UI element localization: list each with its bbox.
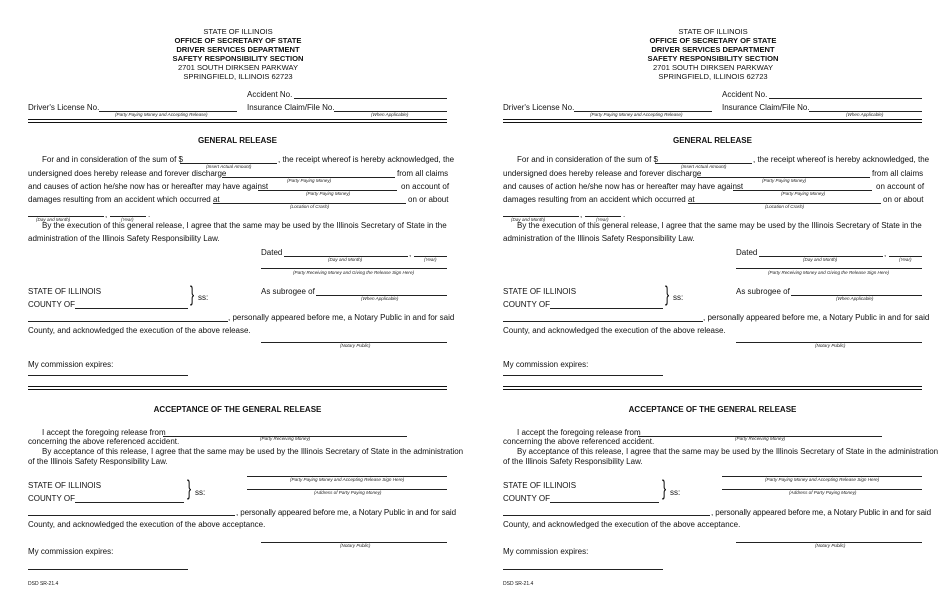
header-section: SAFETY RESPONSIBILITY SECTION [647, 54, 779, 63]
notary-caption: (Notary Public) [815, 343, 846, 348]
release-line1-end: , the receipt whereof is hereby acknowledged, the [753, 155, 930, 164]
against-party-caption: (Party Paying Money) [781, 191, 826, 196]
acceptance-title: ACCEPTANCE OF THE GENERAL RELEASE [628, 405, 797, 414]
accept-line3: By acceptance of this release, I agree that the same may be used by the Illinois Secretary of State in the administration [517, 447, 939, 456]
crash-location-caption: (Location of Crash) [765, 204, 805, 209]
insurance-claim-caption: (When Applicable) [846, 112, 884, 117]
discharge-party-caption: (Party Paying Money) [762, 178, 807, 183]
header-section: SAFETY RESPONSIBILITY SECTION [172, 54, 304, 63]
accept-state-label: STATE OF ILLINOIS [28, 481, 102, 490]
notary-county-label: COUNTY OF [503, 300, 550, 309]
accept-commission-field[interactable] [28, 569, 188, 570]
acknowledged-text: County, and acknowledged the execution of the above release. [503, 326, 726, 335]
acceptance-divider [503, 386, 922, 390]
release-line2-end: from all claims [872, 169, 924, 178]
accident-no-label: Accident No. [247, 90, 293, 99]
accept-acknowledged-text: County, and acknowledged the execution of the above acceptance. [28, 520, 266, 529]
accident-no-label: Accident No. [722, 90, 768, 99]
acknowledged-text: County, and acknowledged the execution of the above release. [28, 326, 251, 335]
release-signature-caption: (Party Receiving Money and Giving the Release Sign Here) [293, 270, 415, 275]
accept-commission-field[interactable] [503, 569, 663, 570]
crash-year-caption: (Year) [121, 217, 134, 222]
release-line3-text: and causes of action he/she now has or hereafter may have against [28, 182, 269, 191]
accept-ss-label: ss: [195, 488, 206, 497]
release-line1-text: For and in consideration of the sum of $ [517, 155, 658, 164]
accept-appeared-text: , personally appeared before me, a Notary Public in and for said [711, 508, 931, 517]
accept-county-label: COUNTY OF [28, 494, 75, 503]
insurance-claim-caption: (When Applicable) [371, 112, 409, 117]
crash-day-caption: (Day and Month) [36, 217, 71, 222]
ss-label: ss: [673, 293, 684, 302]
notary-state-label: STATE OF ILLINOIS [503, 287, 577, 296]
amount-caption: (Insert Actual Amount) [681, 164, 727, 169]
header-office: OFFICE OF SECRETARY OF STATE [649, 36, 777, 45]
header-department: DRIVER SERVICES DEPARTMENT [176, 45, 300, 54]
header-department: DRIVER SERVICES DEPARTMENT [651, 45, 775, 54]
release-signature-field[interactable] [736, 268, 922, 269]
brace-icon: } [187, 477, 192, 500]
accept-county-field[interactable] [550, 502, 659, 503]
dated-year-caption: (Year) [424, 257, 437, 262]
accident-no-field[interactable] [294, 98, 447, 99]
accept-line1: I accept the foregoing release from [42, 428, 166, 437]
against-party-caption: (Party Paying Money) [306, 191, 351, 196]
appeared-text: , personally appeared before me, a Notary Public in and for said [703, 313, 930, 322]
accept-ss-label: ss: [670, 488, 681, 497]
header-address-line1: 2701 SOUTH DIRKSEN PARKWAY [177, 63, 299, 72]
release-line2-text: undersigned does hereby release and forever discharge [503, 169, 702, 178]
release-para2-line2: administration of the Illinois Safety Responsibility Law. [503, 234, 695, 243]
release-line1-text: For and in consideration of the sum of $ [42, 155, 183, 164]
notary-county-field[interactable] [75, 308, 188, 309]
header-address-line2: SPRINGFIELD, ILLINOIS 62723 [183, 72, 293, 81]
insurance-claim-label: Insurance Claim/File No. [722, 103, 810, 112]
dated-label: Dated [736, 248, 758, 257]
accept-line4: of the Illinois Safety Responsibility Law. [503, 457, 643, 466]
insurance-claim-label: Insurance Claim/File No. [247, 103, 335, 112]
notary-caption: (Notary Public) [340, 343, 371, 348]
commission-label: My commission expires: [28, 360, 114, 369]
release-line2-end: from all claims [397, 169, 449, 178]
dated-day-caption: (Day and Month) [328, 257, 363, 262]
drivers-license-caption: (Party Paying Money and Accepting Release) [590, 112, 683, 117]
accept-commission-label: My commission expires: [503, 547, 589, 556]
accept-commission-label: My commission expires: [28, 547, 114, 556]
dated-year-caption: (Year) [899, 257, 912, 262]
header-office: OFFICE OF SECRETARY OF STATE [174, 36, 302, 45]
accept-line2: concerning the above referenced accident. [503, 437, 655, 446]
drivers-license-caption: (Party Paying Money and Accepting Release) [115, 112, 208, 117]
accept-line2: concerning the above referenced accident. [28, 437, 180, 446]
drivers-license-label: Driver's License No. [28, 103, 100, 112]
accept-acknowledged-text: County, and acknowledged the execution of the above acceptance. [503, 520, 741, 529]
accept-notary-caption: (Notary Public) [815, 543, 846, 548]
release-form-copy-1: STATE OF ILLINOIS OFFICE OF SECRETARY OF STATE DRIVER SERVICES DEPARTMENT SAFETY RESPONSIBILITY SECTION 2701 SOUTH DIRKSEN PARKWAY SPRINGFIELD, ILLINOIS 62723 Accident No. Driver's License No. (Party Paying Money and Accepting Release) Insurance Claim/File No. (When Applicable) GENERAL RELEASE For and in consideration of the sum of $ (Insert Actual Amount) , the receipt whereof is hereby acknowledged, the undersigned does hereby release and forever discharge (Party Paying Money) from all claims and causes of action he/she now has or hereafter may have against (Party Paying Money) on account of damages resulting from an accident which occurred at (Location of Crash) on or about , . (Day and Month) (Year) By the execution of this general release, I agree that the same may be used by the Illinois Secretary of State in the administration of the Illinois Safety Responsibility Law. Dated , (Day and Month) (Year) (Party Receiving Money and Giving the Release Sign Here) STATE OF ILLINOIS COUNTY OF } ss: As subrogee of (When Applicable) , personally appeared before me, a Notary Public in and for said County, and acknowledged the execution of the above release. (Notary Public) My commission expires: ACCEPTANCE OF THE GENERAL RELEASE I accept the foregoing release from (Party Receiving Money) concerning the above referenced accident. By acceptance of this release, I agree that the same may be used by the Illinois Secretary of State in the administration of the Illinois Safety Responsibility Law. (Party Paying Money and Accepting Release Sign Here) (Address of Party Paying Money) STATE OF ILLINOIS COUNTY OF } ss: , personally appeared before me, a Notary Public in and for said County, and acknowledged the execution of the above acceptance. (Notary Public) My commission expires: DSD SR-21.4 [28, 27, 464, 587]
release-line3-end: on account of [401, 182, 450, 191]
release-form-copy-2: STATE OF ILLINOIS OFFICE OF SECRETARY OF STATE DRIVER SERVICES DEPARTMENT SAFETY RESPONSIBILITY SECTION 2701 SOUTH DIRKSEN PARKWAY SPRINGFIELD, ILLINOIS 62723 Accident No. Driver's License No. (Party Paying Money and Accepting Release) Insurance Claim/File No. (When Applicable) GENERAL RELEASE For and in consideration of the sum of $ (Insert Actual Amount) , the receipt whereof is hereby acknowledged, the undersigned does hereby release and forever discharge (Party Paying Money) from all claims and causes of action he/she now has or hereafter may have against (Party Paying Money) on account of damages resulting from an accident which occurred at (Location of Crash) on or about , . (Day and Month) (Year) By the execution of this general release, I agree that the same may be used by the Illinois Secretary of State in the administration of the Illinois Safety Responsibility Law. Dated , (Day and Month) (Year) (Party Receiving Money and Giving the Release Sign Here) STATE OF ILLINOIS COUNTY OF } ss: As subrogee of (When Applicable) , personally appeared before me, a Notary Public in and for said County, and acknowledged the execution of the above release. (Notary Public) My commission expires: ACCEPTANCE OF THE GENERAL RELEASE I accept the foregoing release from (Party Receiving Money) concerning the above referenced accident. By acceptance of this release, I agree that the same may be used by the Illinois Secretary of State in the administration of the Illinois Safety Responsibility Law. (Party Paying Money and Accepting Release Sign Here) (Address of Party Paying Money) STATE OF ILLINOIS COUNTY OF } ss: , personally appeared before me, a Notary Public in and for said County, and acknowledged the execution of the above acceptance. (Notary Public) My commission expires: DSD SR-21.4 [503, 27, 939, 587]
accept-appeared-field[interactable] [503, 515, 710, 516]
header-address-line2: SPRINGFIELD, ILLINOIS 62723 [658, 72, 768, 81]
release-line1-end: , the receipt whereof is hereby acknowledged, the [278, 155, 455, 164]
general-release-title: GENERAL RELEASE [198, 136, 277, 145]
appeared-text: , personally appeared before me, a Notary Public in and for said [228, 313, 455, 322]
section-divider [503, 119, 922, 123]
amount-caption: (Insert Actual Amount) [206, 164, 252, 169]
accept-state-label: STATE OF ILLINOIS [503, 481, 577, 490]
release-line4-text: damages resulting from an accident which occurred at [28, 195, 220, 204]
header-address-line1: 2701 SOUTH DIRKSEN PARKWAY [652, 63, 774, 72]
brace-icon: } [190, 283, 195, 306]
dated-label: Dated [261, 248, 283, 257]
notary-county-label: COUNTY OF [28, 300, 75, 309]
release-para2-line2: administration of the Illinois Safety Responsibility Law. [28, 234, 220, 243]
brace-icon: } [665, 283, 670, 306]
release-para2-line1: By the execution of this general release, I agree that the same may be used by the Illinois Secretary of State in the [42, 221, 447, 230]
commission-label: My commission expires: [503, 360, 589, 369]
dated-day-caption: (Day and Month) [803, 257, 838, 262]
release-signature-field[interactable] [261, 268, 447, 269]
appeared-name-field[interactable] [28, 321, 228, 322]
notary-state-label: STATE OF ILLINOIS [28, 287, 102, 296]
accept-signature-caption: (Party Paying Money and Accepting Release Sign Here) [765, 477, 880, 482]
accept-party-caption: (Party Receiving Money) [735, 436, 786, 441]
acceptance-title: ACCEPTANCE OF THE GENERAL RELEASE [153, 405, 322, 414]
header-state: STATE OF ILLINOIS [678, 27, 748, 36]
subrogee-caption: (When Applicable) [836, 296, 874, 301]
subrogee-label: As subrogee of [736, 287, 790, 296]
release-line3-text: and causes of action he/she now has or hereafter may have against [503, 182, 744, 191]
release-line4-text: damages resulting from an accident which occurred at [503, 195, 695, 204]
accept-signature-caption: (Party Paying Money and Accepting Release Sign Here) [290, 477, 405, 482]
subrogee-label: As subrogee of [261, 287, 315, 296]
discharge-party-caption: (Party Paying Money) [287, 178, 332, 183]
release-para2-line1: By the execution of this general release, I agree that the same may be used by the Illinois Secretary of State in the [517, 221, 922, 230]
accept-appeared-text: , personally appeared before me, a Notary Public in and for said [236, 508, 456, 517]
section-divider [28, 119, 447, 123]
accept-line1: I accept the foregoing release from [517, 428, 641, 437]
brace-icon: } [662, 477, 667, 500]
release-line4-end: on or about [883, 195, 924, 204]
form-number: DSD SR-21.4 [503, 581, 534, 587]
accept-notary-caption: (Notary Public) [340, 543, 371, 548]
accept-line4: of the Illinois Safety Responsibility Law. [28, 457, 168, 466]
release-line2-text: undersigned does hereby release and forever discharge [28, 169, 227, 178]
ss-label: ss: [198, 293, 209, 302]
accept-county-field[interactable] [75, 502, 184, 503]
accept-address-caption: (Address of Party Paying Money) [789, 490, 857, 495]
accept-appeared-field[interactable] [28, 515, 235, 516]
commission-field[interactable] [503, 375, 663, 376]
accept-address-caption: (Address of Party Paying Money) [314, 490, 382, 495]
crash-year-caption: (Year) [596, 217, 609, 222]
release-signature-caption: (Party Receiving Money and Giving the Release Sign Here) [768, 270, 890, 275]
header-state: STATE OF ILLINOIS [203, 27, 273, 36]
accept-county-label: COUNTY OF [503, 494, 550, 503]
release-line3-end: on account of [876, 182, 925, 191]
commission-field[interactable] [28, 375, 188, 376]
accept-line3: By acceptance of this release, I agree that the same may be used by the Illinois Secretary of State in the administration [42, 447, 464, 456]
release-line4-end: on or about [408, 195, 449, 204]
crash-location-caption: (Location of Crash) [290, 204, 330, 209]
form-number: DSD SR-21.4 [28, 581, 59, 587]
subrogee-caption: (When Applicable) [361, 296, 399, 301]
accept-party-caption: (Party Receiving Money) [260, 436, 311, 441]
drivers-license-label: Driver's License No. [503, 103, 575, 112]
appeared-name-field[interactable] [503, 321, 703, 322]
acceptance-divider [28, 386, 447, 390]
general-release-title: GENERAL RELEASE [673, 136, 752, 145]
crash-day-caption: (Day and Month) [511, 217, 546, 222]
accident-no-field[interactable] [769, 98, 922, 99]
notary-county-field[interactable] [550, 308, 663, 309]
